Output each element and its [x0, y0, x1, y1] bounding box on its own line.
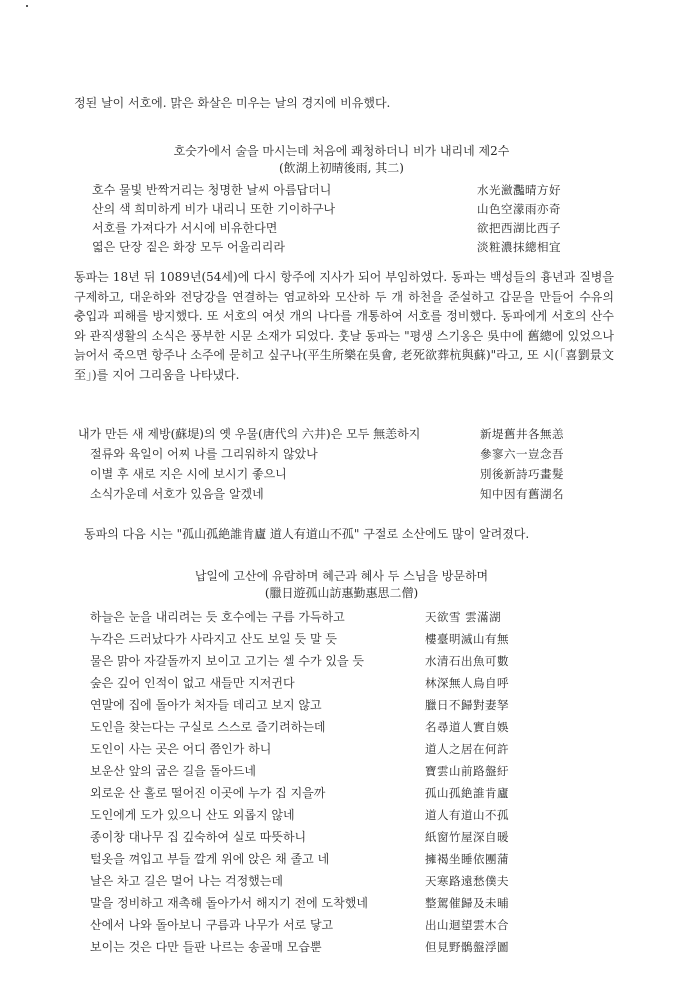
poem-line-korean: 이별 후 새로 지은 시에 보시기 좋으니 [90, 467, 287, 481]
poem-line-chinese: 天欲雪 雲滿湖 [425, 610, 502, 624]
poem-line-chinese: 道人有道山不孤 [425, 808, 509, 822]
poem-line-korean: 하늘은 눈을 내리려는 듯 호수에는 구름 가득하고 [90, 610, 345, 624]
poem-line-chinese: 紙窗竹屋深自暖 [425, 830, 509, 844]
poem-line-chinese: 整駕催歸及未晡 [425, 896, 509, 910]
poem-line-chinese: 水光瀲灩晴方好 [477, 183, 561, 197]
poem-line-korean: 날은 차고 길은 멀어 나는 걱정했는데 [90, 874, 283, 888]
poem-line-korean: 내가 만든 새 제방(蘇堤)의 옛 우물(唐代의 六井)은 모두 無恙하지 [78, 427, 421, 441]
intro-line: 정된 날이 서호에. 맑은 화살은 미우는 날의 경지에 비유했다. [74, 96, 391, 110]
scan-speck [26, 5, 28, 7]
poem-line-chinese: 淡粧濃抹總相宜 [477, 240, 561, 254]
poem-line-korean: 물은 맑아 자갈돌까지 보이고 고기는 셀 수가 있을 듯 [90, 654, 364, 668]
poem-line-chinese: 樓臺明滅山有無 [425, 632, 509, 646]
poem-line-chinese: 孤山孤絶誰肯廬 [425, 786, 509, 800]
poem-line-chinese: 道人之居在何許 [425, 742, 509, 756]
poem-line-korean: 산의 색 희미하게 비가 내리니 또한 기이하구나 [92, 202, 336, 216]
poem-line-korean: 호수 물빛 반짝거리는 청명한 날씨 아름답더니 [92, 183, 332, 197]
poem3-subtitle: (臘日遊孤山訪惠勤惠思二僧) [264, 586, 419, 600]
poem-line-korean: 숲은 깊어 인적이 없고 새들만 지저귄다 [90, 676, 295, 690]
poem-line-chinese: 出山迴望雲木合 [425, 918, 509, 932]
poem-line-korean: 말을 정비하고 재촉해 돌아가서 해지기 전에 도착했네 [90, 896, 368, 910]
body-paragraph-1: 동파는 18년 뒤 1089년(54세)에 다시 항주에 지사가 되어 부임하였다. 동파는 백성들의 흉년과 질병을 구제하고, 대운하와 전당강을 연결하는 염교하와 모산하 두 개 하천을 준설하고 갑문을 만들어 수유의 충입과 피해를 방지했다. 또 서호의 여섯 개의 나다를 개통하여 서호를 정비했다. 동파에게 서호의 산수와 관직생활의 소식은 풍부한 시문 소재가 되었다. 훗날 동파는 "평생 스기옹은 吳中에 舊總에 있었으나 늙어서 죽으면 항주나 소주에 묻히고 싶구나(平生所樂在吳會, 老死欲葬杭與蘇)"라고, 또 시(「喜劉景文至」)를 지어 그리움을 나타냈다. [74, 270, 614, 382]
poem3-title: 납일에 고산에 유람하며 혜근과 혜사 두 스님을 방문하며 [194, 569, 489, 583]
poem-line-chinese: 山色空濛雨亦奇 [477, 202, 561, 216]
poem-line-korean: 도인이 사는 곳은 어디 쯤인가 하니 [90, 742, 272, 756]
poem-line-korean: 엷은 단장 짙은 화장 모두 어울리리라 [92, 240, 285, 254]
poem-line-chinese: 名尋道人實自娛 [425, 720, 509, 734]
poem-line-korean: 연말에 집에 돌아가 처자들 데리고 보지 않고 [90, 698, 322, 712]
poem-line-korean: 털옷을 껴입고 부들 깔게 위에 앉은 채 졸고 네 [90, 852, 330, 866]
poem-line-chinese: 但見野鶻盤浮圖 [425, 940, 509, 954]
poem-line-korean: 도인에게 도가 있으니 산도 외롭지 않네 [90, 808, 295, 822]
poem1-subtitle: (飲湖上初晴後雨, 其二) [279, 161, 404, 175]
poem-line-korean: 보이는 것은 다만 들판 나르는 송골매 모습뿐 [90, 940, 322, 954]
poem-line-chinese: 欲把西湖比西子 [477, 221, 561, 235]
poem-line-korean: 산에서 나와 돌아보니 구름과 나무가 서로 닿고 [90, 918, 334, 932]
poem1-title: 호숫가에서 술을 마시는데 처음에 쾌청하더니 비가 내리네 제2수 [173, 144, 510, 158]
poem-line-chinese: 新堤舊井各無恙 [480, 427, 564, 441]
poem-line-korean: 외로운 산 홀로 떨어진 이곳에 누가 집 지을까 [90, 786, 326, 800]
poem-line-korean: 종이창 대나무 집 깊숙하여 실로 따뜻하니 [90, 830, 307, 844]
poem-line-chinese: 寶雲山前路盤紆 [425, 764, 509, 778]
poem-line-chinese: 天寒路遠愁僕夫 [425, 874, 509, 888]
poem-line-chinese: 知中因有舊湖名 [480, 487, 564, 501]
poem-line-korean: 누각은 드러났다가 사라지고 산도 보일 듯 말 듯 [90, 632, 337, 646]
poem-line-chinese: 林深無人鳥自呼 [425, 676, 509, 690]
poem-line-korean: 서호를 가져다가 서시에 비유한다면 [92, 221, 278, 235]
poem-line-korean: 절류와 육일이 어찌 나를 그리워하지 않았나 [90, 447, 318, 461]
poem-line-korean: 소식가운데 서호가 있음을 알겠네 [90, 487, 264, 501]
poem-line-korean: 도인을 찾는다는 구실로 스스로 즐기려하는데 [90, 720, 326, 734]
body-paragraph-2: 동파의 다음 시는 "孤山孤絶誰肯廬 道人有道山不孤" 구절로 소산에도 많이 알려졌다. [84, 527, 530, 541]
poem-line-chinese: 擁褐坐睡依團蒲 [425, 852, 509, 866]
poem-line-chinese: 別後新詩巧畫髮 [480, 467, 564, 481]
poem-line-chinese: 水清石出魚可數 [425, 654, 509, 668]
poem-line-chinese: 臘日不歸對妻孥 [425, 698, 509, 712]
poem-line-korean: 보운산 앞의 굽은 길을 돌아드네 [90, 764, 256, 778]
poem-line-chinese: 參寥六一豈念吾 [480, 447, 564, 461]
